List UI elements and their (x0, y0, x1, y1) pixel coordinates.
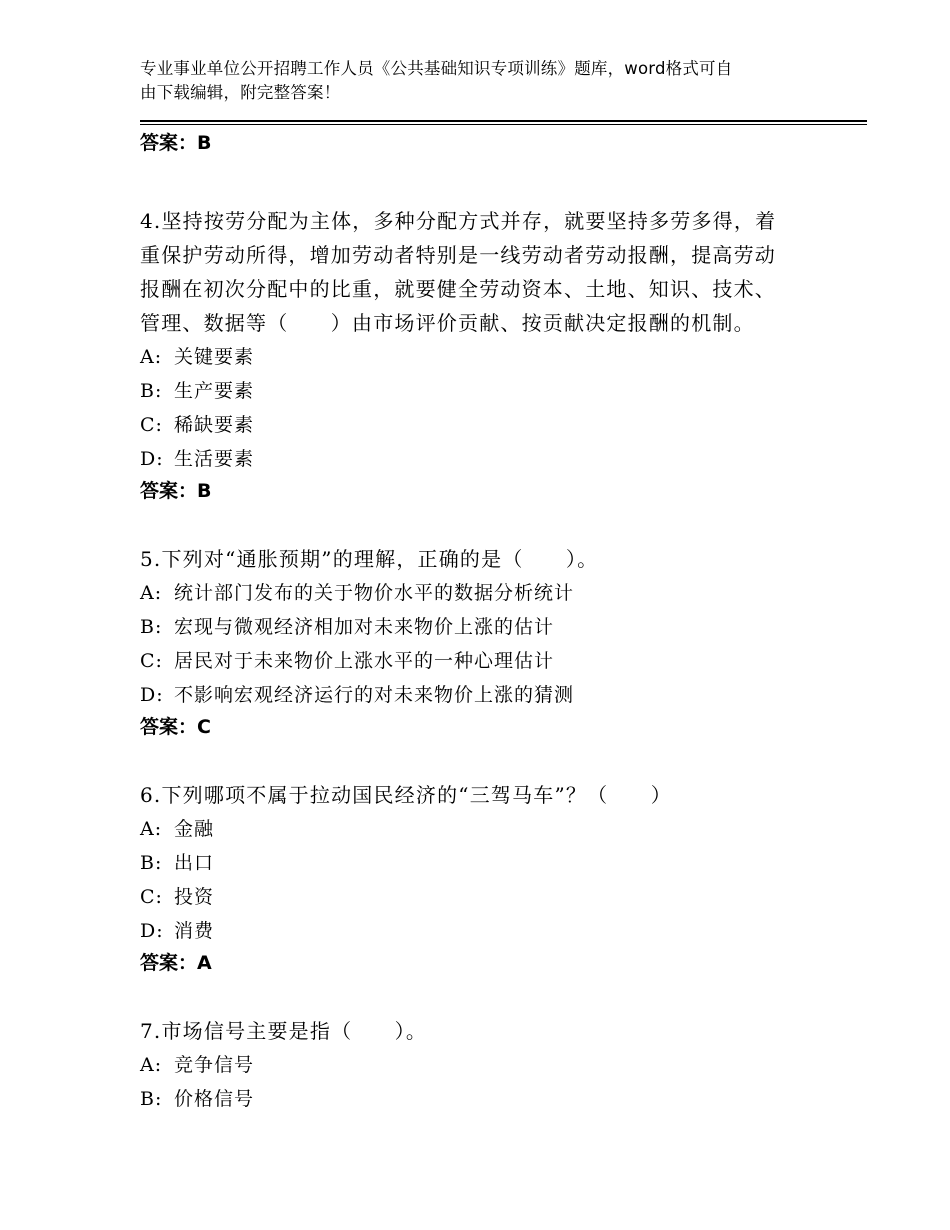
option-text: 生产要素 (174, 380, 255, 402)
question-stem (140, 1014, 820, 1048)
option-text: 消费 (174, 920, 215, 942)
option-a (140, 340, 820, 374)
option-c (140, 880, 820, 914)
option-letter: A: (140, 1054, 163, 1076)
option-text: 竞争信号 (174, 1054, 255, 1076)
option-text: 金融 (174, 818, 215, 840)
answer-line (140, 948, 820, 978)
answer-line (140, 712, 820, 742)
option-letter: D: (140, 920, 164, 942)
stem-line: 报酬在初次分配中的比重，就要健全劳动资本、土地、知识、技术、 (140, 277, 776, 301)
option-letter: C: (140, 886, 163, 908)
option-letter: B: (140, 852, 163, 874)
option-text: 稀缺要素 (174, 414, 255, 436)
stem-line: 管理、数据等（ ）由市场评价贡献、按贡献决定报酬的机制。 (140, 311, 755, 335)
question-stem (140, 542, 820, 576)
option-text: 居民对于未来物价上涨水平的一种心理估计 (174, 650, 555, 672)
header-rule-thick (140, 120, 867, 122)
option-b (140, 374, 820, 408)
option-text: 宏现与微观经济相加对未来物价上涨的估计 (174, 616, 555, 638)
option-b (140, 846, 820, 880)
header-line-1: 专业事业单位公开招聘工作人员《公共基础知识专项训练》题库，word格式可自 (140, 59, 733, 78)
question-5 (140, 542, 820, 742)
option-letter: C: (140, 414, 163, 436)
option-text: 出口 (174, 852, 215, 874)
answer-label: 答案： (140, 480, 198, 502)
answer-value: A (197, 952, 212, 974)
option-d (140, 442, 820, 476)
option-letter: B: (140, 1088, 163, 1110)
stem-line: 5.下列对“通胀预期”的理解，正确的是（ ）。 (140, 547, 599, 571)
answer-label: 答案： (140, 952, 198, 974)
stem-line: 6.下列哪项不属于拉动国民经济的“三驾马车”？（ ） (140, 783, 672, 807)
question-stem (140, 204, 820, 340)
option-a (140, 812, 820, 846)
option-letter: C: (140, 650, 163, 672)
option-letter: D: (140, 448, 164, 470)
option-a (140, 576, 820, 610)
option-d (140, 678, 820, 712)
answer-value: C (197, 716, 211, 738)
option-d (140, 914, 820, 948)
page-header (140, 57, 810, 105)
question-stem (140, 778, 820, 812)
question-6 (140, 778, 820, 978)
option-text: 不影响宏观经济运行的对未来物价上涨的猜测 (174, 684, 575, 706)
answer-line (140, 128, 820, 158)
option-c (140, 408, 820, 442)
option-c (140, 644, 820, 678)
header-line-2: 由下载编辑，附完整答案！ (140, 83, 341, 102)
option-text: 生活要素 (174, 448, 255, 470)
option-letter: D: (140, 684, 164, 706)
question-7 (140, 1014, 820, 1116)
option-letter: B: (140, 380, 163, 402)
question-content (140, 128, 820, 1116)
answer-label: 答案： (140, 716, 198, 738)
stem-line: 4.坚持按劳分配为主体，多种分配方式并存，就要坚持多劳多得，着 (140, 209, 777, 233)
stem-line: 7.市场信号主要是指（ ）。 (140, 1019, 428, 1043)
answer-value: B (197, 480, 212, 502)
option-text: 关键要素 (174, 346, 255, 368)
header-rule-thin (140, 124, 867, 125)
answer-label: 答案： (140, 132, 198, 154)
option-letter: A: (140, 346, 163, 368)
option-a (140, 1048, 820, 1082)
answer-line (140, 476, 820, 506)
stem-line: 重保护劳动所得，增加劳动者特别是一线劳动者劳动报酬，提高劳动 (140, 243, 776, 267)
option-text: 投资 (174, 886, 215, 908)
option-letter: B: (140, 616, 163, 638)
option-text: 价格信号 (174, 1088, 255, 1110)
option-b (140, 610, 820, 644)
option-letter: A: (140, 582, 163, 604)
answer-value: B (197, 132, 212, 154)
question-4 (140, 204, 820, 506)
option-text: 统计部门发布的关于物价水平的数据分析统计 (174, 582, 575, 604)
option-b (140, 1082, 820, 1116)
option-letter: A: (140, 818, 163, 840)
